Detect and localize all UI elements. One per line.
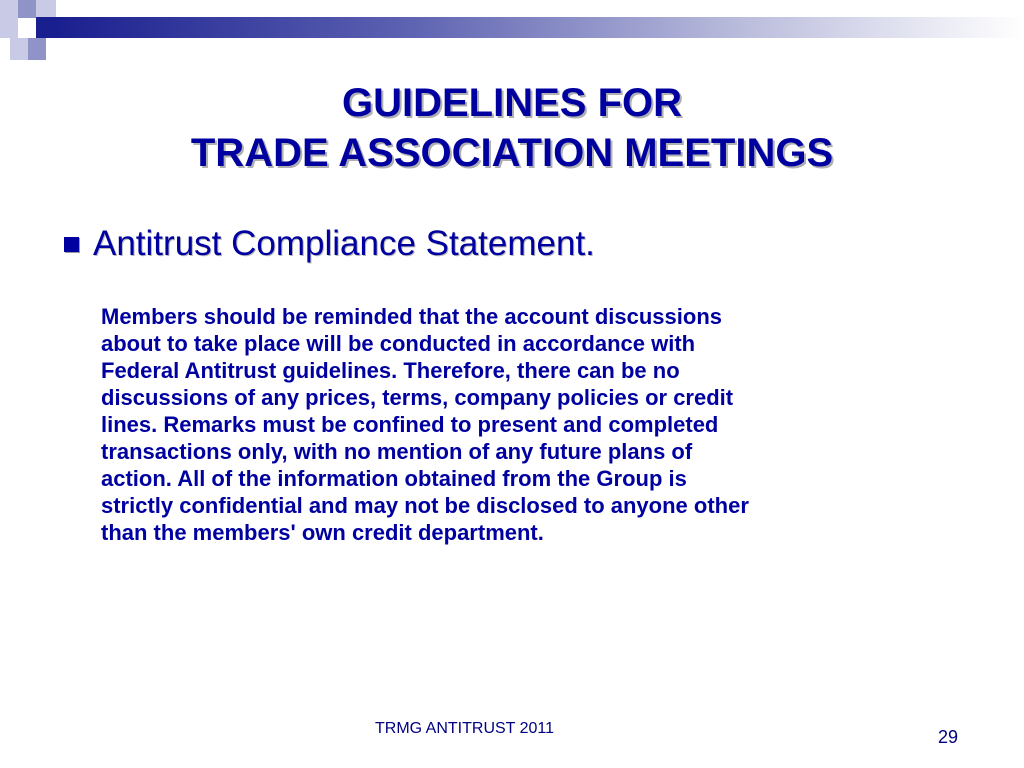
title-line-2: TRADE ASSOCIATION MEETINGS: [190, 131, 834, 175]
decor-square: [10, 38, 28, 60]
decor-square: [36, 0, 56, 17]
header-decoration: [0, 0, 1024, 60]
decor-square: [28, 38, 46, 60]
title-line-1: GUIDELINES FOR: [341, 81, 683, 125]
decor-square: [36, 17, 56, 38]
decor-square: [0, 18, 18, 38]
square-bullet-icon: [64, 237, 79, 252]
decor-square: [18, 18, 36, 38]
decor-square: [0, 0, 18, 18]
slide-title: [0, 78, 1024, 178]
decor-square: [18, 0, 36, 18]
bullet-text: Antitrust Compliance Statement.: [93, 224, 595, 263]
statement-paragraph: Members should be reminded that the account discussions about to take place will be conducted in accordance with Federal Antitrust guidelines. Therefore, there can be no discussions of any prices, terms, company policies or credit lines. Remarks must be confined to present and completed transactions only, with no mention of any future plans of action. All of the information obtained from the Group is strictly confidential and may not be disclosed to anyone other than the members' own credit department.: [101, 304, 749, 545]
header-gradient-bar: [56, 17, 1024, 38]
slide-footer: TRMG ANTITRUST 2011: [375, 720, 554, 737]
page-number: 29: [938, 727, 959, 747]
bullet-item: [64, 222, 595, 266]
